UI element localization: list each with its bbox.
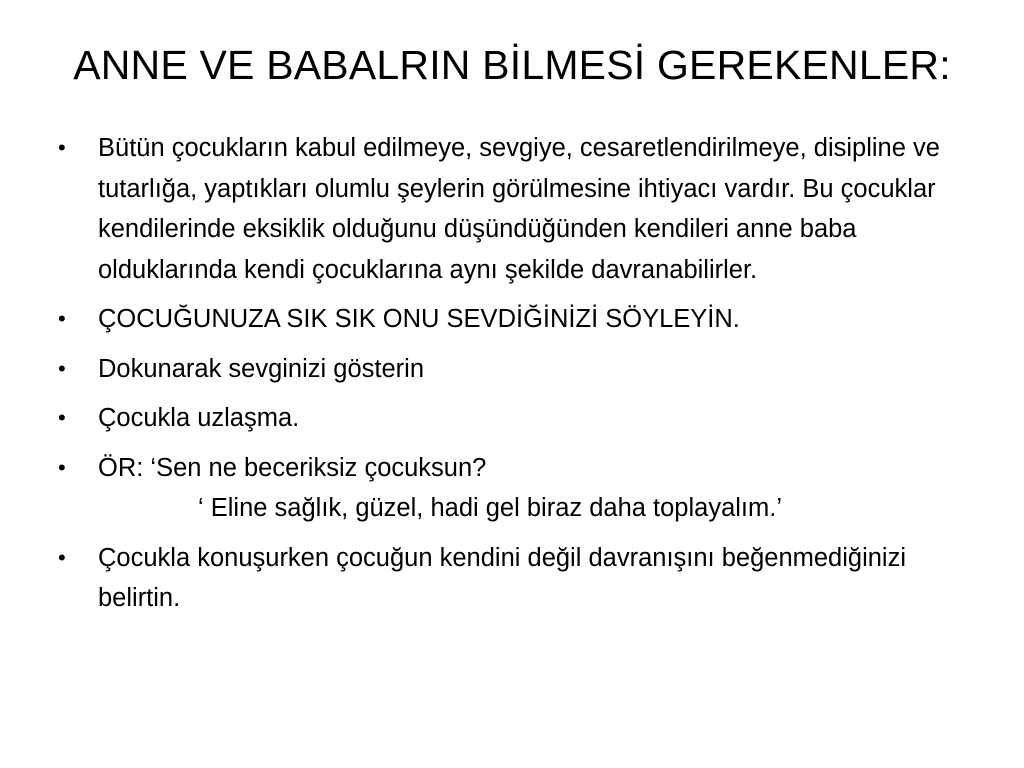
bullet-icon: •: [58, 544, 66, 570]
bullet-icon: •: [58, 135, 66, 160]
bullet-icon: •: [58, 355, 66, 381]
list-item-text: Çocukla konuşurken çocuğun kendini değil davranışını beğenmediğinizi belirtin.: [98, 543, 907, 612]
bullet-list: [58, 128, 973, 628]
list-item-continuation: [58, 488, 973, 529]
bullet-icon: •: [58, 405, 66, 430]
list-item: [58, 398, 973, 439]
slide-title: ANNE VE BABALRIN BİLMESİ GEREKENLER:: [73, 42, 951, 88]
bullet-icon: •: [58, 306, 66, 331]
list-item-text: ÇOCUĞUNUZA SIK SIK ONU SEVDİĞİNİZİ SÖYLEYİN.: [98, 305, 740, 333]
list-item: [58, 299, 973, 340]
list-item: [58, 448, 973, 489]
bullet-icon: •: [58, 454, 66, 480]
list-item: [58, 349, 973, 390]
list-item-text: Bütün çocukların kabul edilmeye, sevgiye, cesaretlendirilmeye, disipline ve tutarlığa, yaptıkları olumlu şeylerin görülmesine ihtiyacı vardır. Bu çocuklar kendilerinde eksiklik olduğunu düşündüğünden kendileri anne baba olduklarında kendi çocuklarına aynı şekilde davranabilirler.: [98, 134, 940, 284]
list-item: [58, 128, 973, 290]
list-item-text: Dokunarak sevginizi gösterin: [98, 354, 424, 383]
list-item-text: ‘ Eline sağlık, güzel, hadi gel biraz daha toplayalım.’: [198, 494, 782, 522]
list-item-text: ÖR: ‘Sen ne beceriksiz çocuksun?: [98, 453, 487, 482]
list-item: [58, 538, 973, 619]
list-item-text: Çocukla uzlaşma.: [98, 404, 300, 432]
